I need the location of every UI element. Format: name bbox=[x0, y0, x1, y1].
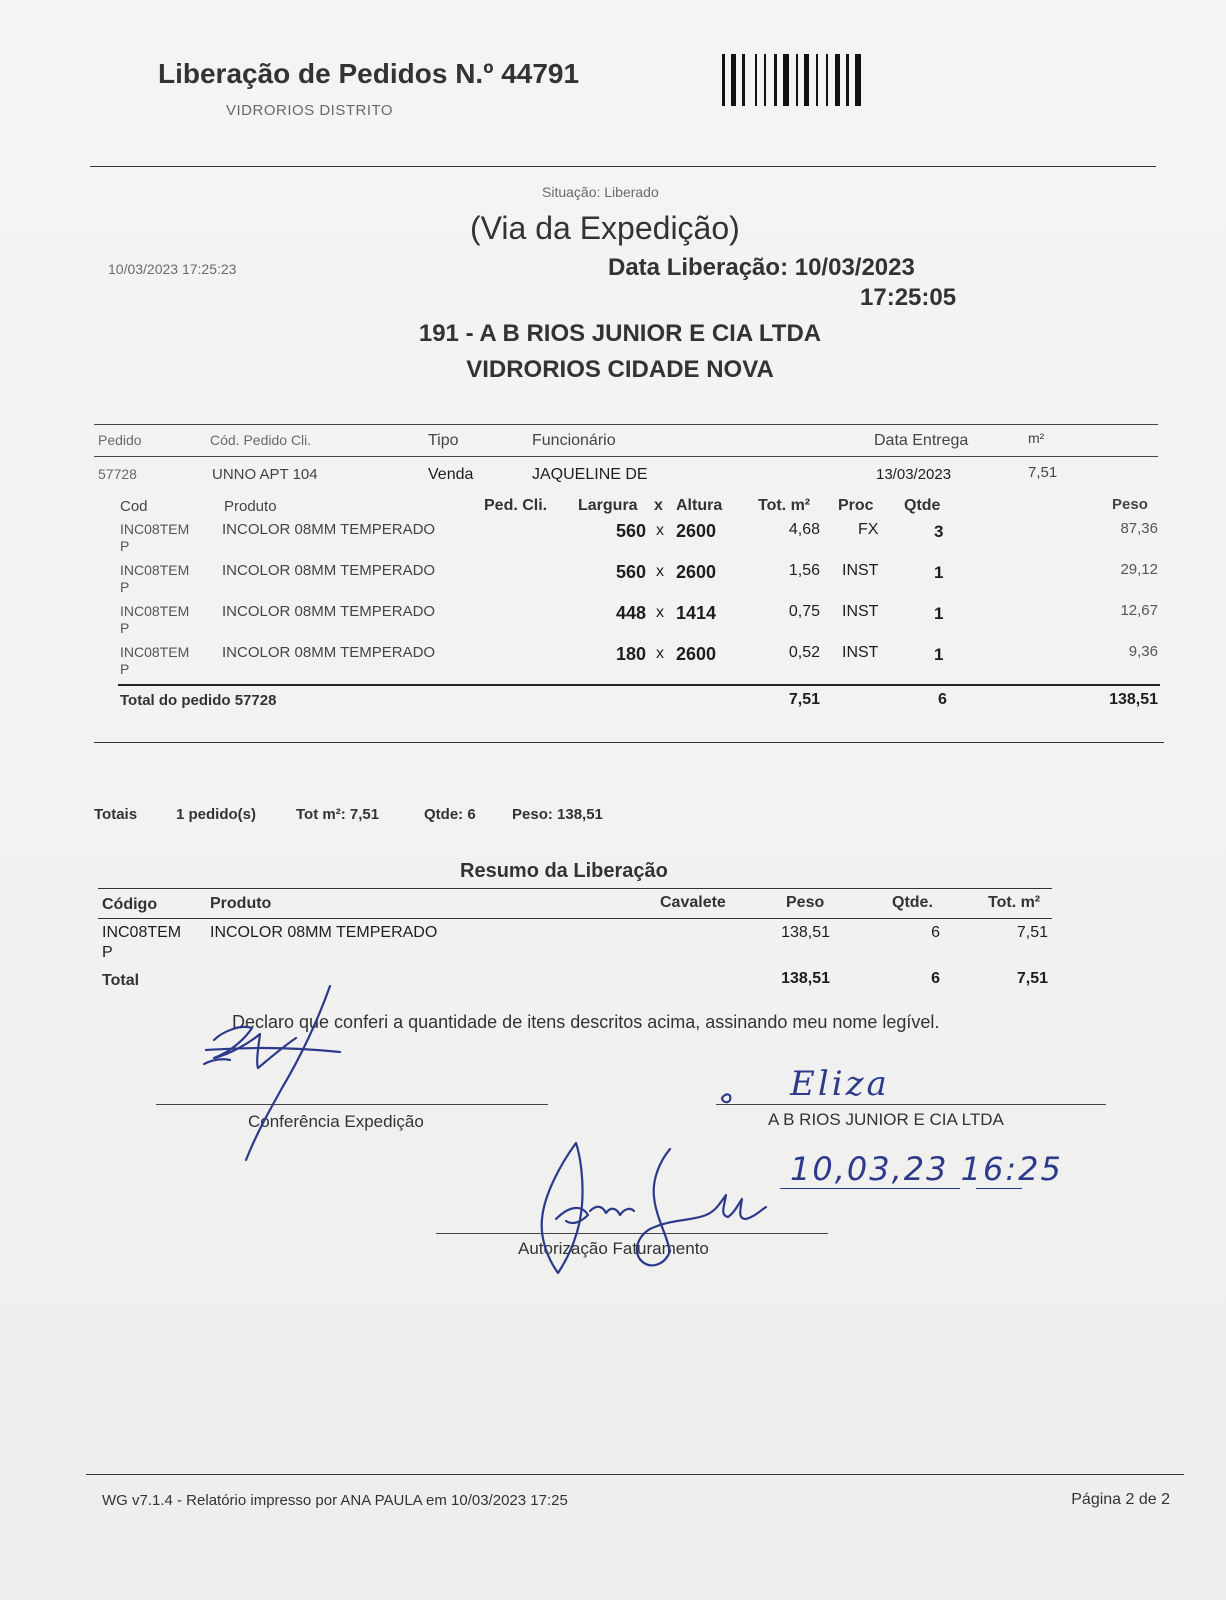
col-qtde: Qtde bbox=[904, 497, 941, 514]
col-largura: Largura bbox=[578, 497, 638, 514]
release-date: Data Liberação: 10/03/2023 bbox=[608, 254, 915, 281]
label-funcionario: Funcionário bbox=[532, 432, 616, 449]
summary-header-line bbox=[98, 918, 1052, 919]
col-cod: Cod bbox=[120, 498, 148, 515]
client-name: 191 - A B RIOS JUNIOR E CIA LTDA bbox=[418, 320, 822, 347]
item-row bbox=[0, 520, 1226, 560]
item-altura: 2600 bbox=[676, 644, 717, 664]
item-x: x bbox=[656, 563, 664, 580]
item-proc: INST bbox=[842, 603, 879, 620]
col-x: x bbox=[654, 497, 663, 514]
item-cod: INC08TEM bbox=[120, 521, 190, 537]
handwritten-date: 10,03,23 16:25 bbox=[790, 1150, 1063, 1188]
item-cod-suffix: P bbox=[120, 620, 130, 636]
item-cod-suffix: P bbox=[120, 661, 130, 677]
item-x: x bbox=[656, 522, 664, 539]
footer-page-number: Página 2 de 2 bbox=[1071, 1491, 1170, 1508]
totals-label: Totais bbox=[94, 806, 138, 823]
label-pedido: Pedido bbox=[98, 432, 142, 448]
order-header-line bbox=[94, 456, 1158, 457]
signature-eliza-mark bbox=[716, 1088, 746, 1108]
summary-row-produto: INCOLOR 08MM TEMPERADO bbox=[210, 924, 438, 941]
handwritten-date-underline bbox=[780, 1188, 960, 1189]
signature-line-client bbox=[716, 1104, 1106, 1105]
signature-label-expedicao: Conferência Expedição bbox=[248, 1112, 424, 1131]
order-total-label: Total do pedido 57728 bbox=[120, 692, 277, 709]
label-tipo: Tipo bbox=[428, 432, 459, 449]
item-x: x bbox=[656, 604, 664, 621]
item-qtde: 1 bbox=[934, 645, 944, 664]
company-name: VIDRORIOS DISTRITO bbox=[226, 102, 394, 119]
summary-row-peso: 138,51 bbox=[781, 924, 830, 941]
item-produto: INCOLOR 08MM TEMPERADO bbox=[222, 521, 436, 538]
item-peso: 87,36 bbox=[1120, 520, 1158, 537]
item-produto: INCOLOR 08MM TEMPERADO bbox=[222, 603, 436, 620]
value-m2: 7,51 bbox=[1028, 464, 1058, 481]
summary-row bbox=[0, 924, 1226, 964]
item-largura: 180 bbox=[615, 644, 646, 664]
footer-line bbox=[86, 1474, 1184, 1475]
value-pedido: 57728 bbox=[98, 466, 137, 482]
col-tot-m2: Tot. m² bbox=[758, 497, 811, 514]
totals-qtde: Qtde: 6 bbox=[424, 806, 476, 823]
order-total-peso: 138,51 bbox=[1109, 691, 1158, 708]
item-proc: INST bbox=[842, 562, 879, 579]
handwritten-name: Eliza bbox=[790, 1064, 890, 1104]
label-data-entrega: Data Entrega bbox=[874, 432, 969, 449]
value-tipo: Venda bbox=[428, 466, 474, 483]
item-largura: 448 bbox=[615, 603, 646, 623]
summary-col-codigo: Código bbox=[102, 896, 158, 913]
item-proc: FX bbox=[858, 521, 879, 538]
item-altura: 2600 bbox=[676, 562, 717, 582]
item-proc: INST bbox=[842, 644, 879, 661]
order-total-m2: 7,51 bbox=[788, 691, 820, 708]
item-qtde: 1 bbox=[934, 563, 944, 582]
item-qtde: 1 bbox=[934, 604, 944, 623]
signature-faturamento bbox=[520, 1135, 780, 1285]
item-largura: 560 bbox=[615, 521, 646, 541]
item-cod-suffix: P bbox=[120, 538, 130, 554]
item-altura: 2600 bbox=[676, 521, 717, 541]
header-divider bbox=[90, 166, 1156, 167]
label-cod-pedido-cli: Cód. Pedido Cli. bbox=[210, 432, 312, 448]
item-altura: 1414 bbox=[676, 603, 717, 623]
order-top-line bbox=[94, 424, 1158, 425]
document-title: Liberação de Pedidos N.º 44791 bbox=[158, 58, 580, 89]
summary-top-line bbox=[98, 888, 1052, 889]
item-x: x bbox=[656, 645, 664, 662]
via-label: (Via da Expedição) bbox=[470, 210, 740, 246]
item-peso: 12,67 bbox=[1120, 602, 1158, 619]
item-cod-suffix: P bbox=[120, 579, 130, 595]
col-proc: Proc bbox=[838, 497, 874, 514]
summary-title: Resumo da Liberação bbox=[460, 860, 668, 882]
col-ped-cli: Ped. Cli. bbox=[484, 497, 548, 514]
section-divider bbox=[94, 742, 1164, 743]
item-peso: 9,36 bbox=[1128, 643, 1158, 660]
item-row bbox=[0, 643, 1226, 683]
totals-m2: Tot m²: 7,51 bbox=[296, 806, 380, 823]
summary-total-label: Total bbox=[102, 972, 140, 989]
summary-col-qtde: Qtde. bbox=[892, 894, 933, 911]
order-total-line bbox=[118, 684, 1160, 686]
summary-col-cavalete: Cavalete bbox=[660, 894, 726, 911]
barcode bbox=[722, 54, 908, 134]
summary-row-tot-m2: 7,51 bbox=[1016, 924, 1048, 941]
value-data-entrega: 13/03/2023 bbox=[876, 466, 952, 483]
signature-label-faturamento: Autorização Faturamento bbox=[518, 1239, 709, 1258]
item-largura: 560 bbox=[615, 562, 646, 582]
handwritten-time-underline bbox=[976, 1188, 1022, 1189]
client-store: VIDRORIOS CIDADE NOVA bbox=[466, 356, 774, 383]
status-text: Situação: Liberado bbox=[542, 184, 659, 200]
item-tot-m2: 0,75 bbox=[788, 603, 820, 620]
footer-print-info: WG v7.1.4 - Relatório impresso por ANA PAULA em 10/03/2023 17:25 bbox=[102, 1492, 568, 1509]
declaration-text: Declaro que conferi a quantidade de itens descritos acima, assinando meu nome legível. bbox=[232, 1012, 940, 1032]
item-produto: INCOLOR 08MM TEMPERADO bbox=[222, 562, 436, 579]
value-funcionario: JAQUELINE DE bbox=[532, 466, 648, 483]
summary-row-cod: INC08TEM bbox=[102, 924, 182, 941]
item-row bbox=[0, 602, 1226, 642]
print-timestamp: 10/03/2023 17:25:23 bbox=[108, 261, 237, 277]
item-cod: INC08TEM bbox=[120, 603, 190, 619]
summary-total-qtde: 6 bbox=[931, 970, 940, 987]
signature-expedicao bbox=[200, 980, 400, 1170]
summary-col-tot-m2: Tot. m² bbox=[988, 894, 1041, 911]
item-tot-m2: 4,68 bbox=[788, 521, 820, 538]
totals-peso: Peso: 138,51 bbox=[512, 806, 603, 823]
order-total-qtde: 6 bbox=[938, 691, 947, 708]
col-produto: Produto bbox=[224, 498, 277, 515]
col-altura: Altura bbox=[676, 497, 723, 514]
summary-col-produto: Produto bbox=[210, 895, 272, 912]
item-produto: INCOLOR 08MM TEMPERADO bbox=[222, 644, 436, 661]
item-tot-m2: 1,56 bbox=[788, 562, 820, 579]
summary-col-peso: Peso bbox=[786, 894, 825, 911]
summary-total-peso: 138,51 bbox=[781, 970, 830, 987]
summary-total-tot-m2: 7,51 bbox=[1016, 970, 1048, 987]
summary-row-cod-suffix: P bbox=[102, 944, 113, 961]
item-row bbox=[0, 561, 1226, 601]
signature-label-client: A B RIOS JUNIOR E CIA LTDA bbox=[768, 1110, 1004, 1129]
totals-pedidos: 1 pedido(s) bbox=[176, 806, 257, 823]
item-peso: 29,12 bbox=[1120, 561, 1158, 578]
item-cod: INC08TEM bbox=[120, 644, 190, 660]
item-tot-m2: 0,52 bbox=[788, 644, 820, 661]
value-cod-pedido-cli: UNNO APT 104 bbox=[212, 466, 318, 483]
item-qtde: 3 bbox=[934, 522, 944, 541]
release-time: 17:25:05 bbox=[860, 284, 957, 311]
col-peso: Peso bbox=[1112, 496, 1148, 513]
item-cod: INC08TEM bbox=[120, 562, 190, 578]
summary-row-qtde: 6 bbox=[931, 924, 940, 941]
label-m2: m² bbox=[1028, 430, 1045, 446]
